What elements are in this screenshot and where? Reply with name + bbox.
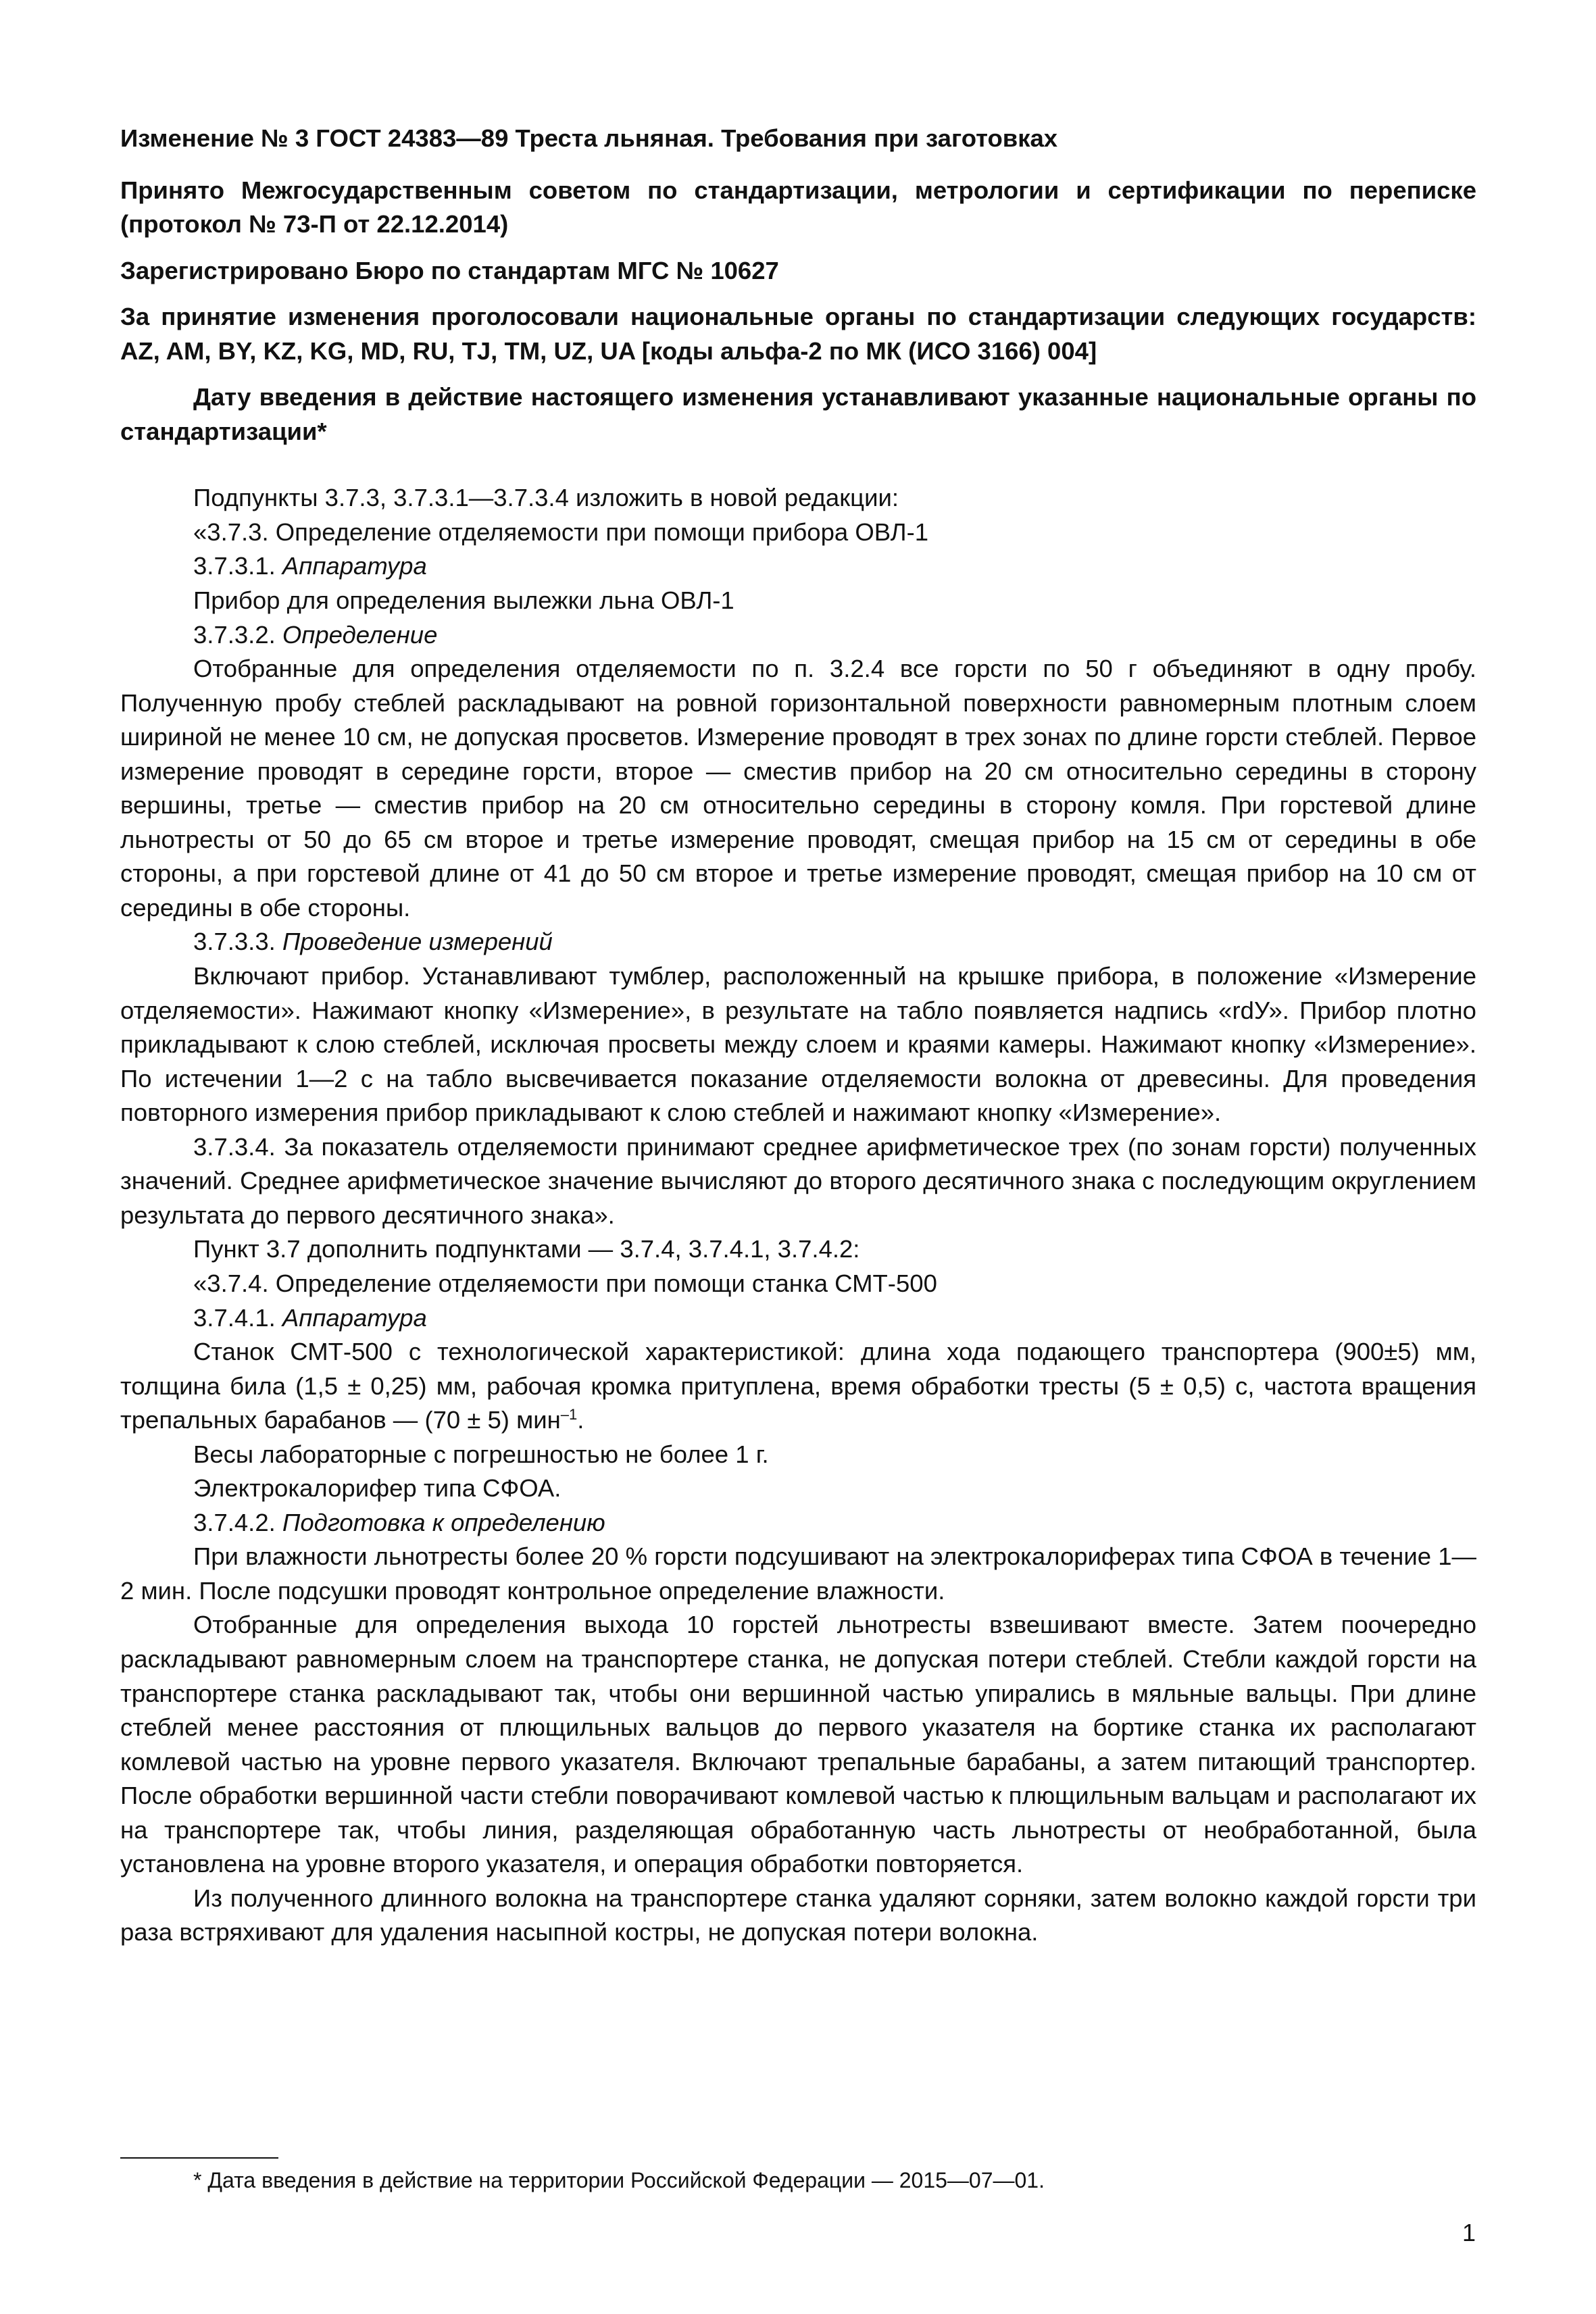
amendment-title: Изменение № 3 ГОСТ 24383—89 Треста льняная. Требования при заготовках <box>120 124 1058 152</box>
section-3-7-4-1-heading <box>120 1301 1476 1336</box>
paragraph-scales: Весы лабораторные с погрешностью не более 1 г. <box>193 1440 769 1468</box>
paragraph-intro: Подпункты 3.7.3, 3.7.3.1—3.7.3.4 изложить в новой редакции: <box>193 484 899 512</box>
effective-date-statement: Дату введения в действие настоящего изменения устанавливают указанные национальные органы по стандартизации* <box>120 383 1476 445</box>
section-3-7-3-1-heading <box>120 549 1476 584</box>
section-number: 3.7.3.3. <box>193 928 282 956</box>
paragraph-sampling: Отобранные для определения отделяемости по п. 3.2.4 все горсти по 50 г объединяют в одну пробу. Полученную пробу стеблей раскладывают на ровной горизонтальной поверхности равномерным плотным слоем шириной не менее 10 см, не допуская просветов. Измерение проводят в трех зонах по длине горсти стеблей. Первое измерение проводят в середине горсти, второе — сместив прибор на 20 см относительно середины в сторону вершины, третье — сместив прибор на 20 см относительно середины в сторону комля. При горстевой длине льнотресты от 50 до 65 см второе и третье измерение проводят, смещая прибор на 15 см от середины в обе стороны, а при горстевой длине от 41 до 50 см второе и третье измерение проводят, смещая прибор на 10 см от середины в обе стороны. <box>120 655 1476 922</box>
footnote-divider <box>120 2157 278 2159</box>
section-3-7-3-3-heading <box>120 925 1476 959</box>
section-3-7-4-2-heading <box>120 1506 1476 1540</box>
unit-exponent: –1 <box>560 1405 578 1423</box>
section-number: 3.7.4.2. <box>193 1508 282 1536</box>
paragraph-measurement: Включают прибор. Устанавливают тумблер, расположенный на крышке прибора, в положение «Измерение отделяемости». Нажимают кнопку «Измерение», в результате на табло появляется надпись «rdУ». Прибор плотно прикладывают к слою стеблей, исключая просветы между слоем и краями камеры. Нажимают кнопку «Измерение». По истечении 1—2 с на табло высвечивается показание отделяемости волокна от древесины. Для проведения повторного измерения прибор прикладывают к слою стеблей и нажимают кнопку «Измерение». <box>120 962 1476 1127</box>
registration-statement: Зарегистрировано Бюро по стандартам МГС № 10627 <box>120 256 779 284</box>
section-number: 3.7.3.2. <box>193 620 282 649</box>
sentence-end: . <box>577 1406 584 1434</box>
section-title: Аппаратура <box>282 552 427 580</box>
page-number: 1 <box>1462 2219 1476 2246</box>
voting-statement: За принятие изменения проголосовали национальные органы по стандартизации следующих государств: AZ, AM, BY, KZ, KG, MD, RU, TJ, TM, UZ, UA [коды альфа-2 по МК (ИСО 3166) 004] <box>120 303 1476 365</box>
section-title: Аппаратура <box>282 1303 427 1332</box>
paragraph-processing: Отобранные для определения выхода 10 горстей льнотресты взвешивают вместе. Затем поочередно раскладывают равномерным слоем на транспортере станка, не допуская потери стеблей. Стебли каждой горсти на транспортере станка раскладывают так, чтобы они вершинной частью упирались в мяльные вальцы. При длине стеблей менее расстояния от плющильных вальцов до первого указателя на бортике станка их располагают комлевой частью на уровне первого указателя. Включают трепальные барабаны, а затем питающий транспортер. После обработки вершинной части стебли поворачивают комлевой частью к плющильным вальцам и располагают их на транспортере так, чтобы линия, разделяющая обработанную часть льнотресты от необработанной, была установлена на уровне второго указателя, и операция обработки повторяется. <box>120 1611 1476 1878</box>
paragraph-result: 3.7.3.4. За показатель отделяемости принимают среднее арифметическое трех (по зонам горсти) полученных значений. Среднее арифметическое значение вычисляют до второго десятичного знака с последующим округлением результата до первого десятичного знака». <box>120 1132 1476 1229</box>
section-title: Определение <box>282 620 438 649</box>
section-3-7-4-heading: «3.7.4. Определение отделяемости при помощи станка СМТ-500 <box>193 1269 937 1297</box>
document-body <box>120 122 1476 1950</box>
section-title: Подготовка к определению <box>282 1508 605 1536</box>
paragraph-heater: Электрокалорифер типа СФОА. <box>193 1474 562 1503</box>
section-number: 3.7.3.1. <box>193 552 282 580</box>
paragraph-drying: При влажности льнотресты более 20 % горсти подсушивают на электрокалориферах типа СФОА в течение 1—2 мин. После подсушки проводят контрольное определение влажности. <box>120 1542 1476 1605</box>
section-3-7-3-2-heading <box>120 618 1476 653</box>
paragraph-machine <box>120 1335 1476 1438</box>
machine-description: Станок СМТ-500 с технологической характеристикой: длина хода подающего транспортера (900±5) мм, толщина била (1,5 ± 0,25) мм, рабочая кромка притуплена, время обработки тресты (5 ± 0,5) с, частота вращения трепальных барабанов — (70 ± 5) мин <box>120 1338 1476 1434</box>
paragraph-device: Прибор для определения вылежки льна ОВЛ-1 <box>193 586 734 615</box>
section-3-7-3-heading: «3.7.3. Определение отделяемости при помощи прибора ОВЛ-1 <box>193 518 929 546</box>
section-number: 3.7.4.1. <box>193 1303 282 1332</box>
paragraph-cleaning: Из полученного длинного волокна на транспортере станка удаляют сорняки, затем волокно каждой горсти три раза встряхивают для удаления насыпной костры, не допуская потери волокна. <box>120 1884 1476 1946</box>
paragraph-addition: Пункт 3.7 дополнить подпунктами — 3.7.4, 3.7.4.1, 3.7.4.2: <box>193 1235 860 1263</box>
adoption-statement: Принято Межгосударственным советом по стандартизации, метрологии и сертификации по переписке (протокол № 73-П от 22.12.2014) <box>120 176 1476 238</box>
footnote: * Дата введения в действие на территории Российской Федерации — 2015—07—01. <box>193 2168 1045 2192</box>
section-title: Проведение измерений <box>282 928 553 956</box>
